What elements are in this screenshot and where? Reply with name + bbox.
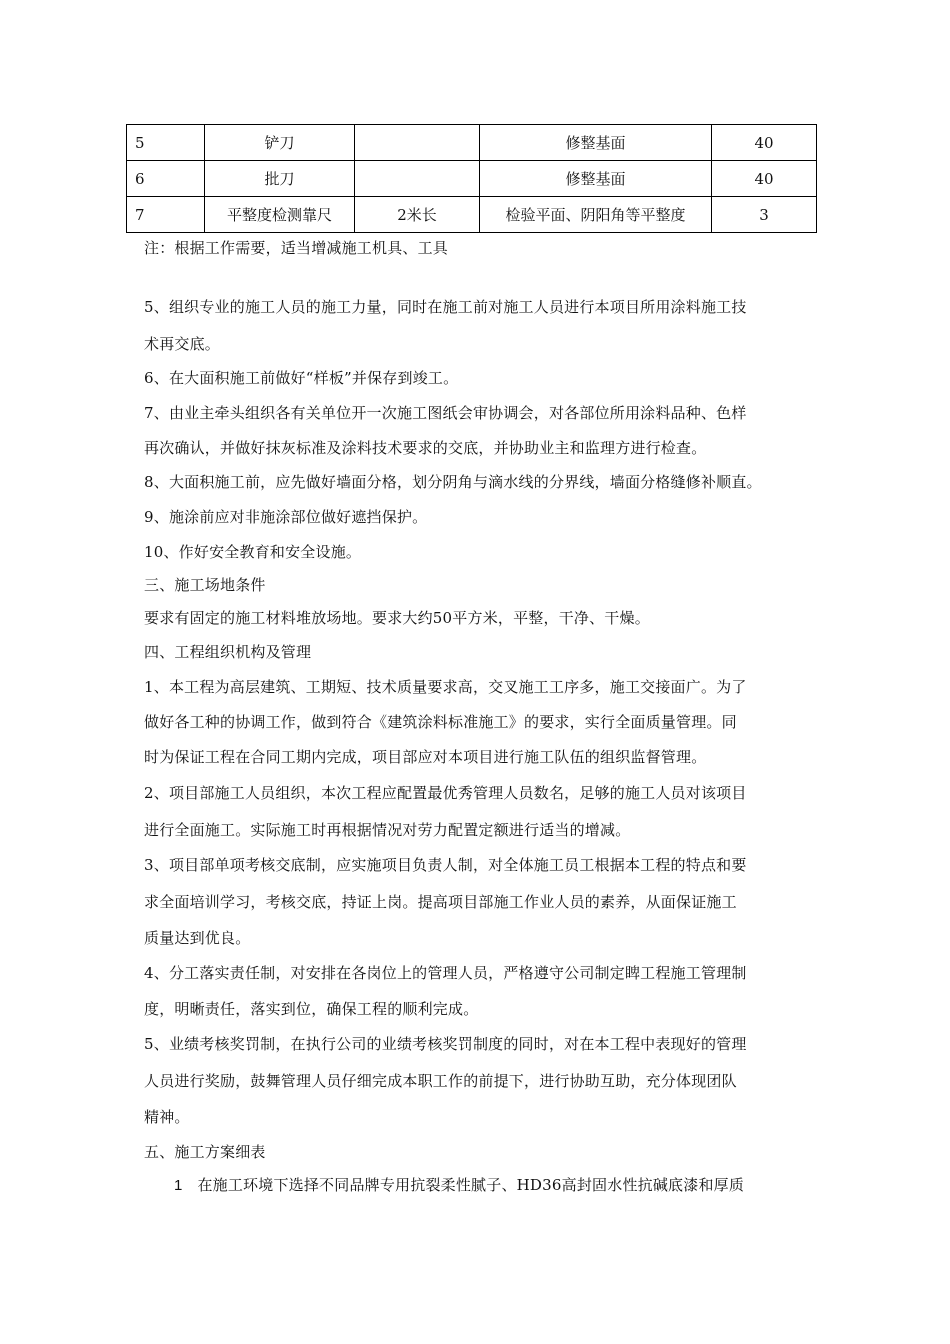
cell-name: 平整度检测靠尺 (205, 197, 355, 233)
section-heading: 四、工程组织机构及管理 (144, 643, 312, 661)
list-item (174, 1174, 744, 1195)
text-line: 进行全面施工。实际施工时再根据情况对劳力配置定额进行适当的增减。 (144, 821, 631, 839)
text-line: 质量达到优良。 (144, 929, 251, 947)
tools-table (126, 124, 817, 233)
table-row (127, 125, 817, 161)
text-line: 5、业绩考核奖罚制，在执行公司的业绩考核奖罚制度的同时，对在本工程中表现好的管理 (144, 1035, 747, 1053)
cell-name: 铲刀 (205, 125, 355, 161)
list-item-text: 在施工环境下选择不同品牌专用抗裂柔性腻子、HD36高封固水性抗碱底漆和厚质 (197, 1176, 745, 1194)
cell-qty: 3 (712, 197, 817, 233)
text-line: 4、分工落实责任制，对安排在各岗位上的管理人员，严格遵守公司制定睥工程施工管理制 (144, 964, 747, 982)
table-row (127, 161, 817, 197)
cell-no: 5 (127, 125, 205, 161)
text-line: 5、组织专业的施工人员的施工力量，同时在施工前对施工人员进行本项目所用涂料施工技 (144, 298, 747, 316)
text-line: 度，明晰责任，落实到位，确保工程的顺利完成。 (144, 1000, 479, 1018)
text-line: 精神。 (144, 1108, 190, 1126)
cell-use: 修整基面 (480, 125, 712, 161)
text-line: 6、在大面积施工前做好“样板”并保存到竣工。 (144, 369, 459, 387)
cell-qty: 40 (712, 161, 817, 197)
table-row (127, 197, 817, 233)
cell-spec (355, 161, 480, 197)
text-line: 2、项目部施工人员组织，本次工程应配置最优秀管理人员数名，足够的施工人员对该项目 (144, 784, 747, 802)
text-line: 人员进行奖励，鼓舞管理人员仔细完成本职工作的前提下，进行协助互助，充分体现团队 (144, 1072, 737, 1090)
cell-spec (355, 125, 480, 161)
text-line: 做好各工种的协调工作，做到符合《建筑涂料标准施工》的要求，实行全面质量管理。同 (144, 713, 737, 731)
text-line: 再次确认，并做好抹灰标准及涂料技术要求的交底，并协助业主和监理方进行检查。 (144, 439, 707, 457)
text-line: 求全面培训学习，考核交底，持证上岗。提高项目部施工作业人员的素养，从面保证施工 (144, 893, 737, 911)
text-line: 8、大面积施工前，应先做好墙面分格，划分阴角与滴水线的分界线，墙面分格缝修补顺直。 (144, 473, 762, 491)
cell-spec: 2米长 (355, 197, 480, 233)
cell-qty: 40 (712, 125, 817, 161)
cell-no: 7 (127, 197, 205, 233)
text-line: 1、本工程为高层建筑、工期短、技术质量要求高，交叉施工工序多，施工交接面广。为了 (144, 678, 747, 696)
text-line: 要求有固定的施工材料堆放场地。要求大约50平方米，平整，干净、干燥。 (144, 609, 650, 627)
section-heading: 三、施工场地条件 (144, 576, 266, 594)
text-line: 术再交底。 (144, 335, 221, 353)
cell-use: 检验平面、阴阳角等平整度 (480, 197, 712, 233)
cell-no: 6 (127, 161, 205, 197)
text-line: 3、项目部单项考核交底制，应实施项目负责人制，对全体施工员工根据本工程的特点和要 (144, 856, 747, 874)
text-line: 时为保证工程在合同工期内完成，项目部应对本项目进行施工队伍的组织监督管理。 (144, 748, 707, 766)
text-line: 9、施涂前应对非施涂部位做好遮挡保护。 (144, 508, 428, 526)
list-item-number: 1 (174, 1177, 183, 1194)
table-note: 注：根据工作需要，适当增减施工机具、工具 (144, 239, 449, 257)
cell-name: 批刀 (205, 161, 355, 197)
text-line: 7、由业主牵头组织各有关单位开一次施工图纸会审协调会，对各部位所用涂料品种、色样 (144, 404, 747, 422)
cell-use: 修整基面 (480, 161, 712, 197)
text-line: 10、作好安全教育和安全设施。 (144, 543, 362, 561)
section-heading: 五、施工方案细表 (144, 1143, 266, 1161)
